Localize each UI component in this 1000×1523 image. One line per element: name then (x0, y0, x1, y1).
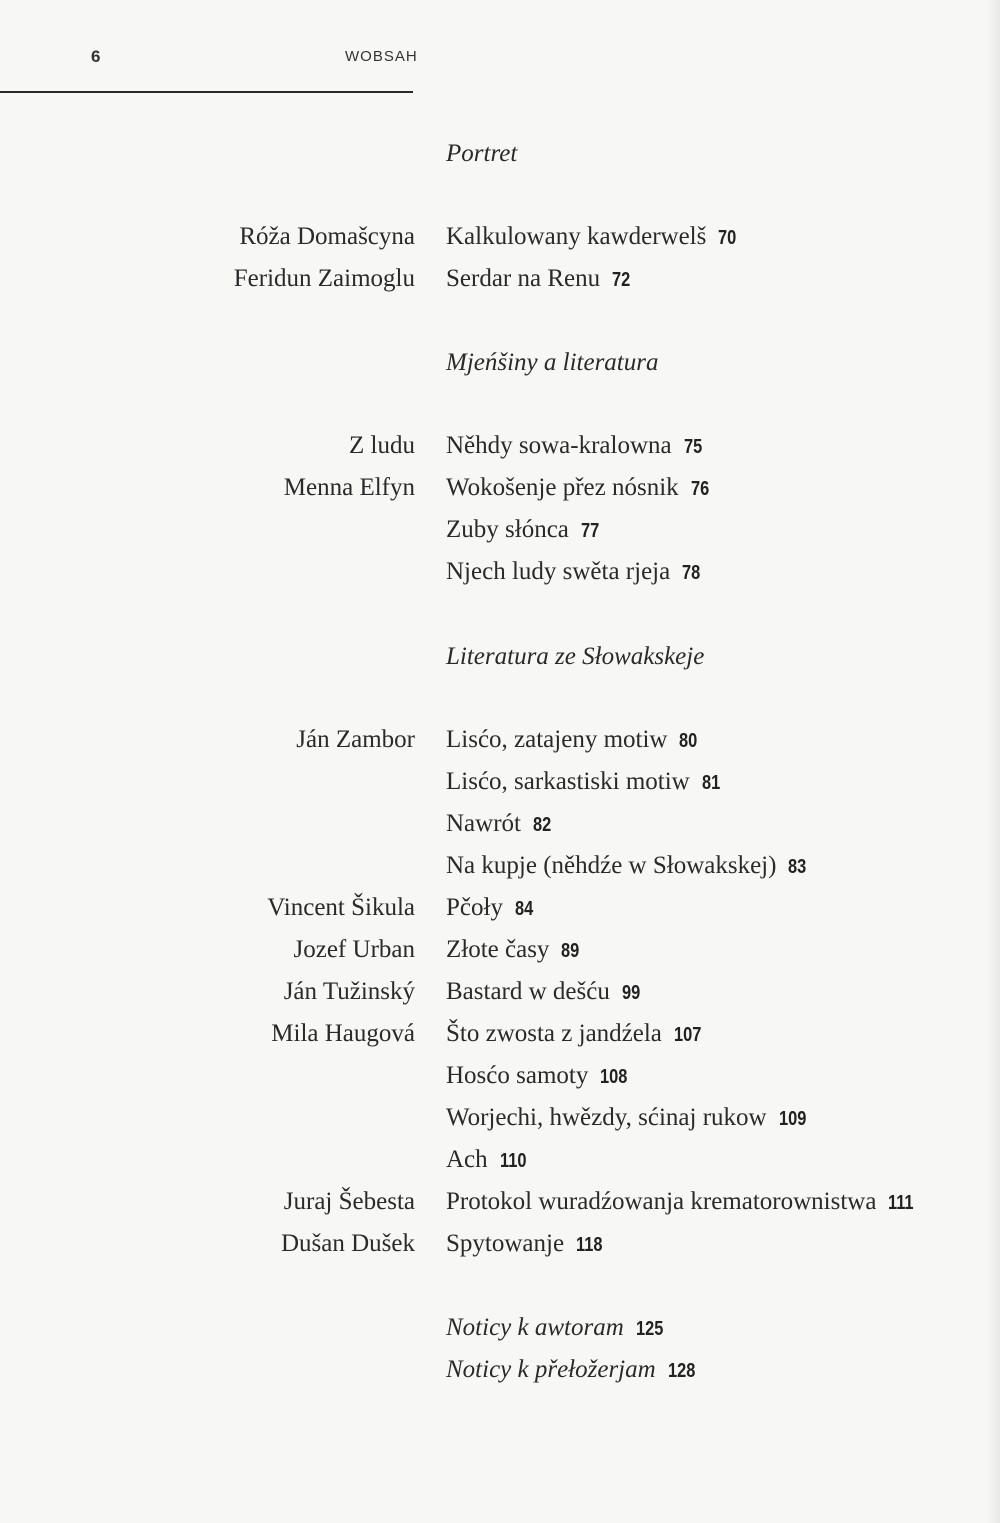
toc-title: Protokol wuradźowanja krematorownistwa (446, 1188, 877, 1215)
toc-title: Zuby słónca (446, 516, 569, 543)
toc-page-ref: 76 (690, 478, 709, 500)
toc-title: Nawrót (446, 810, 521, 837)
toc-line (0, 1181, 1000, 1223)
toc-entry[interactable] (446, 1013, 707, 1056)
toc-page-ref: 99 (621, 982, 641, 1004)
toc-title: Što zwosta z jandźela (446, 1020, 662, 1047)
toc-line (0, 719, 1000, 761)
toc-author: Jozef Urban (293, 936, 415, 963)
section-heading-mjensiny: Mjeńšiny a literatura (446, 349, 659, 376)
page-header (0, 0, 418, 96)
page-number: 6 (91, 47, 101, 66)
toc-author: Vincent Šikula (267, 894, 415, 921)
toc-line (0, 1013, 1000, 1055)
toc-title: Lisćo, zatajeny motiw (446, 726, 668, 753)
toc-page-ref: 84 (514, 898, 534, 920)
toc-title: Bastard w dešću (446, 978, 610, 1005)
toc-page-ref: 128 (667, 1360, 696, 1382)
toc-page-ref: 80 (679, 730, 698, 752)
toc-line (0, 467, 1000, 509)
toc-entry[interactable] (446, 1055, 634, 1098)
toc-author: Róža Domašcyna (239, 223, 415, 250)
toc-title: Noticy k awtoram (446, 1314, 624, 1341)
toc-title: Serdar na Renu (446, 265, 601, 292)
toc-page-ref: 83 (788, 856, 807, 878)
toc-entry[interactable] (446, 509, 603, 552)
toc-page-ref: 78 (682, 562, 701, 584)
toc-line (0, 1055, 1000, 1097)
toc-author: Feridun Zaimoglu (233, 265, 415, 292)
toc-entry[interactable] (446, 1223, 608, 1266)
toc-entry[interactable] (446, 761, 724, 804)
toc-author: Ján Zambor (296, 726, 415, 753)
toc-author: Mila Haugová (271, 1020, 415, 1047)
toc-line (0, 509, 1000, 551)
toc-line (0, 258, 1000, 300)
toc-title: Ach (446, 1146, 488, 1173)
toc-title: Njech ludy swěta rjeja (446, 558, 671, 585)
toc-line (0, 1223, 1000, 1265)
toc-line (0, 1097, 1000, 1139)
toc-page-ref: 75 (683, 436, 702, 458)
toc-line (0, 216, 1000, 258)
toc-title: Noticy k přełožerjam (446, 1356, 656, 1383)
toc-entry[interactable] (446, 719, 702, 762)
toc-page-ref: 125 (635, 1318, 664, 1340)
toc-title: Worjechi, hwězdy, sćinaj rukow (446, 1104, 767, 1131)
toc-line-appendix (0, 1349, 1000, 1391)
header-rule (0, 91, 413, 93)
toc-line (0, 761, 1000, 803)
toc-title: Hosćo samoty (446, 1062, 589, 1089)
toc-entry[interactable] (446, 887, 537, 930)
toc-author: Dušan Dušek (280, 1230, 415, 1257)
toc-entry[interactable] (446, 425, 706, 468)
toc-title: Pčoły (446, 894, 503, 921)
toc-page-ref: 89 (561, 940, 580, 962)
toc-page-ref: 72 (612, 269, 631, 291)
section-heading-slowakska: Literatura ze Słowakskeje (446, 643, 705, 670)
toc-author: Ján Tužinský (283, 978, 415, 1005)
toc-title: Něhdy sowa-kralowna (446, 432, 672, 459)
toc-entry[interactable] (446, 929, 584, 972)
toc-title: Wokošenje přez nósnik (446, 474, 679, 501)
toc-line (0, 1139, 1000, 1181)
toc-entry[interactable] (446, 845, 811, 888)
toc-page-ref: 111 (888, 1192, 915, 1214)
toc-page-ref: 118 (576, 1234, 603, 1256)
toc-title: Złote časy (446, 936, 550, 963)
toc-author: Z ludu (349, 432, 415, 459)
toc-line (0, 803, 1000, 845)
toc-title: Spytowanje (446, 1230, 565, 1257)
toc-title: Na kupje (něhdźe w Słowakskej) (446, 852, 777, 879)
toc-entry[interactable] (446, 1349, 701, 1392)
toc-entry[interactable] (446, 551, 704, 594)
toc-page-ref: 70 (718, 227, 737, 249)
toc-author: Menna Elfyn (283, 474, 415, 501)
toc-entry[interactable] (446, 1307, 669, 1350)
toc-entry[interactable] (446, 1097, 812, 1140)
toc-entry[interactable] (446, 216, 741, 259)
toc-line (0, 425, 1000, 467)
toc-entry[interactable] (446, 803, 555, 846)
toc-line (0, 929, 1000, 971)
toc-title: Kalkulowany kawderwelš (446, 223, 707, 250)
toc-title: Lisćo, sarkastiski motiw (446, 768, 690, 795)
section-heading-portret: Portret (446, 140, 518, 167)
toc-page-ref: 109 (778, 1108, 806, 1130)
toc-entry[interactable] (446, 971, 644, 1014)
toc-page-ref: 82 (532, 814, 552, 836)
toc-entry[interactable] (446, 467, 713, 510)
toc-entry[interactable] (446, 258, 634, 301)
toc-line (0, 551, 1000, 593)
toc-entry[interactable] (446, 1181, 920, 1224)
toc-page-ref: 110 (499, 1150, 527, 1172)
toc-page-ref: 81 (701, 772, 720, 794)
toc-author: Juraj Šebesta (283, 1188, 415, 1215)
toc-line-appendix (0, 1307, 1000, 1349)
toc-page-ref: 108 (600, 1066, 628, 1088)
toc-page-ref: 107 (673, 1024, 702, 1046)
toc-line (0, 971, 1000, 1013)
toc-line (0, 887, 1000, 929)
toc-page-ref: 77 (580, 520, 600, 542)
toc-line (0, 845, 1000, 887)
toc-entry[interactable] (446, 1139, 532, 1182)
running-title: WOBSAH (345, 48, 418, 65)
